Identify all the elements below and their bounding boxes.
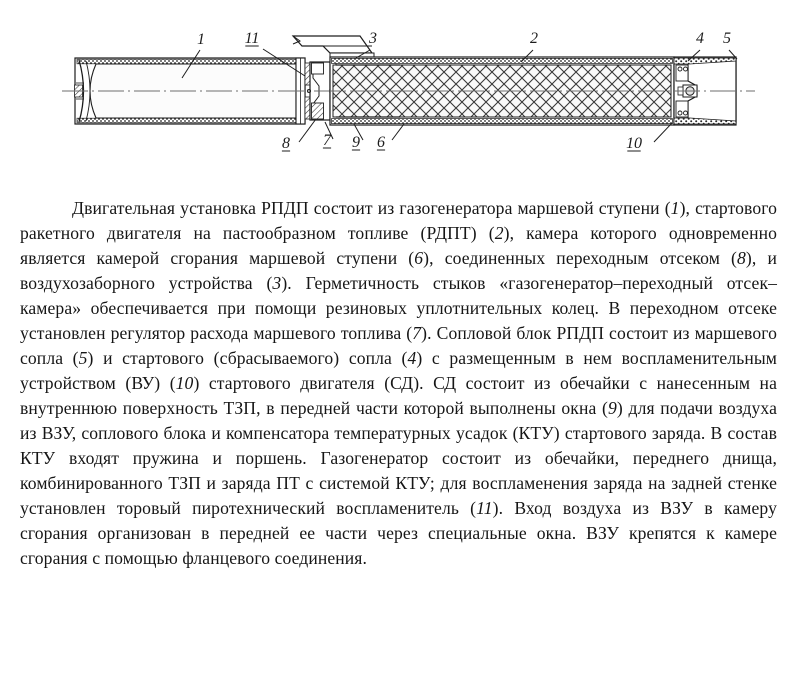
rocket-engine-diagram: [0, 0, 800, 178]
figure-callout-4: 4: [696, 30, 704, 47]
figure-rocket-cross-section: [0, 0, 800, 178]
figure-callout-3: 3: [369, 30, 377, 47]
toroidal-igniter-upper: [305, 63, 310, 85]
booster-top-tzp-liner: [332, 58, 673, 63]
article-paragraph: Двигательная установка РПДП состоит из газогенератора маршевой ступени (1), стартового ракетного двигателя на пастообразном топливе (РДПТ) (2), камера которого одновременно является камерой сгорания маршевой ступени (6), соединенных переходным отсеком (8), и воздухозаборного устройства (3). Герметичность стыков «газогенератор–переходный отсек–камера» обеспечивается при помощи резиновых уплотнительных колец. В переходном отсеке установлен регулятор расхода маршевого топлива (7). Сопловой блок РПДП состоит из маршевого сопла (5) и стартового (сбрасываемого) сопла (4) с размещенным в нем воспламенительным устройством (ВУ) (10) стартового двигателя (СД). СД состоит из обечайки с нанесенным на внутреннюю поверхность ТЗП, в передней части которой выполнены окна (9) для подачи воздуха из ВЗУ, соплового блока и компенсатора температурных усадок (КТУ) стартового заряда. В состав КТУ входят пружина и поршень. Газогенератор состоит из обечайки, переднего днища, комбинированного ТЗП и заряда ПТ с системой КТУ; для воспламенения заряда на задней стенке установлен торовый пиротехнический воспламенитель (11). Вход воздуха из ВЗУ в камеру сгорания организован в передней ее части через специальные окна. ВЗУ крепятся к камере сгорания с помощью фланцевого соединения.: [20, 198, 778, 568]
figure-callout-11: 11: [244, 30, 260, 47]
toroidal-igniter-lower: [305, 97, 310, 119]
figure-callout-9: 9: [352, 134, 360, 151]
air-intake-duct-outline: [293, 36, 372, 53]
figure-callout-7: 7: [323, 132, 331, 149]
gas-generator-bottom-liner: [77, 118, 304, 123]
figure-callout-1: 1: [197, 31, 205, 48]
leader-6: [392, 124, 404, 140]
article-body: [20, 196, 777, 571]
figure-callout-5: 5: [723, 30, 731, 47]
flow-regulator-body: [312, 103, 324, 119]
booster-bottom-tzp-liner: [332, 119, 673, 124]
figure-callout-8: 8: [282, 135, 290, 152]
figure-callout-10: 10: [626, 135, 642, 152]
leader-10: [654, 123, 672, 142]
figure-callout-6: 6: [377, 134, 385, 151]
gas-generator-top-liner: [77, 59, 304, 64]
flow-regulator-upper-seat: [312, 63, 324, 74]
figure-callout-2: 2: [530, 30, 538, 47]
